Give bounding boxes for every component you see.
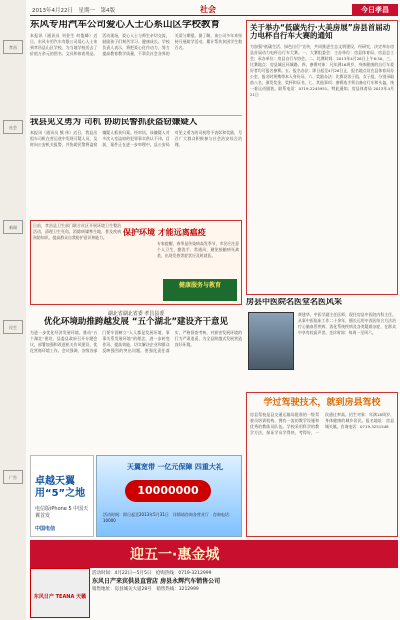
car-brand: 东风日产 TEANA 天籁 — [33, 594, 87, 600]
article-police — [30, 118, 242, 216]
ad-iphone — [30, 455, 94, 537]
section-title: 社会 — [200, 5, 216, 14]
health-ad-box: 健康服务与教育 — [163, 279, 237, 301]
ad-headline: 学过驾驶技术，就到房县驾校 — [263, 398, 381, 408]
article-environment — [30, 220, 242, 305]
paper-logo: 今日孝昌 — [352, 4, 398, 16]
ad-brand: 中国电信 — [35, 526, 56, 532]
ad-text: 电信版iPhone 5 中国天翼首发 — [35, 506, 89, 519]
ad-store-name: 东风日产来宾供县直营店 房县永辉汽车销售公司 — [92, 578, 221, 585]
ad-text: 活动时间：即日起至2013年5月31日 详情请咨询各营业厅 咨询电话：10000 — [103, 512, 233, 523]
article-headline: 保护环境 才能远离瘟疫 — [123, 228, 206, 237]
article-policy — [30, 310, 242, 450]
page-header — [30, 4, 398, 16]
article-doctor — [246, 298, 398, 390]
article-body: 本报讯（通讯员 熊 伟）近日，我县出租车司机在营运途中发现可疑人员，及时向公安机关报警，并协助民警将盗窃嫌疑人抓获归案。经审讯，该嫌疑人对多次入室盗窃的犯罪事实供认不讳。目前，案件正在进一步审理中。县公安局对见义勇为的司机给予表彰和奖励，号召广大群众积极参与社会治安综合治理。 — [30, 130, 242, 148]
article-headline: 房县中医院名医堂名医风采 — [246, 298, 342, 306]
article-subtitle: 湖北省湖北省委 孝昌县委 — [107, 311, 165, 317]
margin-tag: 社会 — [3, 120, 23, 134]
article-body: 黄建华，中医学副主任医师，现任房县中医院内科主任。从事中医临床工作二十余年，擅长运用中西医结合方法治疗心脑血管疾病、消化系统疾病及各类疑难杂症，在群众中享有较高声誉。坐诊时间：每周一至周六。 — [298, 312, 396, 335]
margin-tag: 广告 — [3, 470, 23, 484]
article-body: 为进一步优化经济发展环境，推动“五个湖北”建设，县委县政府召开专题会议，部署加强和改进机关作风建设、优化营商环境工作。会议强调，各级各部门要牢固树立“人人都是发展环境、事事关系发展环境”的理念，进一步转变作风、提高效能，切实解决企业和群众反映强烈的突出问题。要强化责任落实，严格督查考核，对损害发展环境的行为严肃追责，为全县跨越式发展营造良好环境。 — [30, 330, 242, 354]
ad-dates: 活动时间：4月22日—5月5日 抢购热线：0719-3212999 — [92, 571, 212, 576]
ad-car-dealer — [30, 540, 398, 618]
notice-body: 为加强“低碳生活、绿色出行”宣传，共同推进生态文明建设，经研究，决定举办房县首届动力电杯自行车大赛。一、大赛组委会：主办单位：房县体育局、房县总工会；承办单位：房县自行车协会。二、比赛时间：2013年4月28日上午8:30。三、比赛地点：房县城区环城路。四、参赛对象：凡年满16周岁、身体健康的自行车爱好者均可报名参赛。五、报名办法：即日起至4月26日止，报名地点设在县体育局办公室，报名时须携带本人身份证。六、奖励办法：比赛设男子组、女子组，分别录取前八名，颁发奖金、奖杯和证书。七、其他事项：参赛选手须自备自行车和头盔，统一着运动服装。联系电话：0719-2245951。特此通知。房县体育局 2013年4月21日 — [250, 43, 394, 97]
article-headline: 东风专用汽车公司爱心人士心系山区学校教育 — [30, 20, 221, 30]
article-headline: 我县见义勇为 司机 协助民警抓获盗窃嫌疑人 — [30, 118, 198, 127]
article-body-right: 专家提醒，春季是传染病高发季节，市民应注意个人卫生，勤洗手、常通风，避免接触病死禽类，出现发热等症状应及时就医。 — [157, 241, 239, 258]
article-donation — [30, 20, 242, 112]
ad-headline: 天翼宽带 一亿元保障 四重大礼 — [127, 463, 223, 471]
ad-headline: 迎五一·惠金城 — [130, 547, 220, 563]
doctor-photo — [248, 312, 294, 370]
divider — [30, 115, 242, 116]
ad-details — [92, 570, 398, 616]
margin-tag: 新闻 — [3, 220, 23, 234]
ad-banner — [30, 540, 398, 568]
article-body: 本报讯（通讯员 刘金生 何俊峰）近日，东风专用汽车有限公司爱心人士来到孝昌县山区学校，为当地学校送去了价值万余元的图书、文具和体育用品。活动现场，爱心人士与师生亲切交流，鼓励孩子们刻苦学习、健康成长。学校负责人表示，将把爱心化作动力，努力提高教育教学质量，不辜负社会各界的关爱与期望。据了解，该公司多年来坚持开展助学活动，累计帮扶贫困学生数百名。 — [30, 33, 242, 57]
ad-telecom — [96, 455, 242, 537]
issue-date: 2013年4月22日 星期一 第4版 — [32, 8, 115, 14]
notice-headline: 关于举办“低碳先行·大美房展”房县首届动力电杯自行车大赛的通知 — [250, 23, 391, 41]
ad-number-badge: 10000000 — [125, 480, 211, 502]
car-image — [30, 568, 90, 618]
article-body-left: 日前，孝昌县卫生部门联合社区开展环境卫生整治活动，清理卫生死角，消除病媒孳生地，普及疾病预防知识，提高群众自我防护意识和能力。 — [33, 223, 121, 240]
margin-tag: 民生 — [3, 320, 23, 334]
ad-headline: 卓越天翼 用“5”之地 — [35, 476, 86, 499]
article-headline: 优化环境助推跨越发展 “五个湖北”建设齐干意见 — [43, 317, 229, 327]
ad-hotline: 销售地址：房县城关大道28号 销售热线：3212999 — [92, 587, 199, 592]
margin-tag: 孝昌 — [3, 40, 23, 54]
ad-body: 房县驾校是县交通运输局批准的一级驾驶员培训机构，拥有一流的教学设施和优秀的教练员队伍。学校采用科学的教学方法，保证学员学得快、考得好，一次通过率高。招生对象：年满18周岁、身体健康的城乡居民。报名地址：房县城关镇。咨询电话：0719-3251548 — [250, 411, 394, 435]
ad-driving-school — [246, 392, 398, 537]
notice-bike-race — [246, 20, 398, 295]
left-margin-strip — [0, 0, 26, 620]
